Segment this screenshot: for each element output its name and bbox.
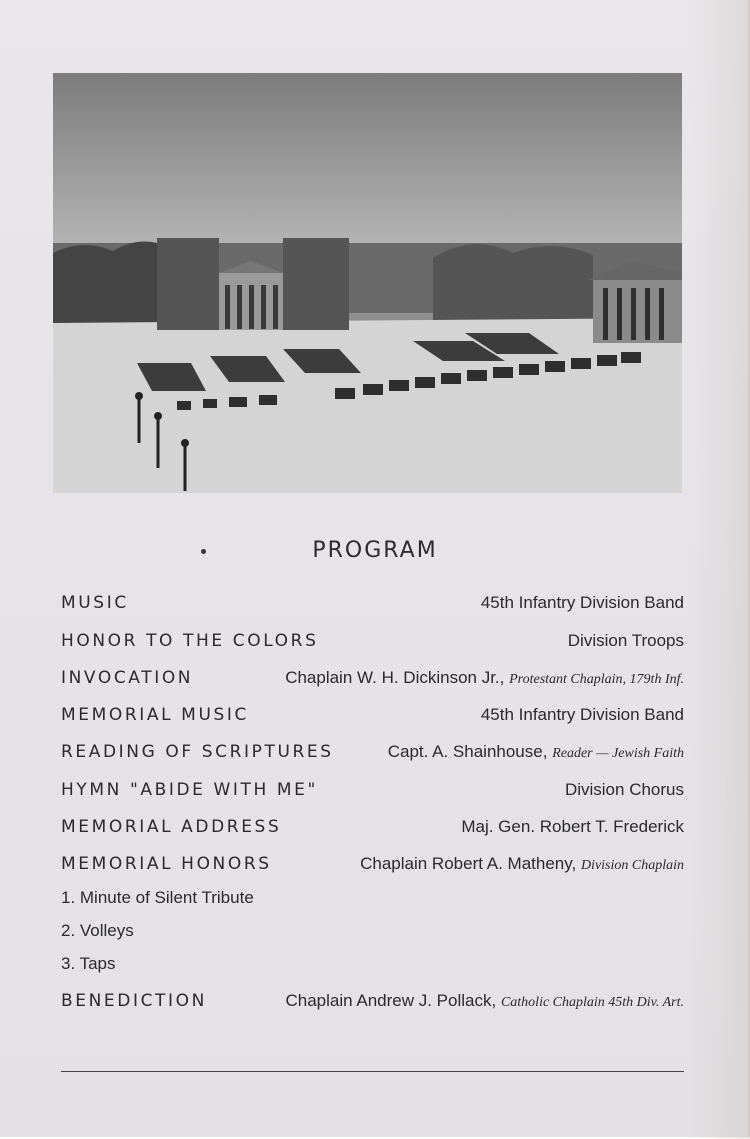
- item-label: MUSIC: [61, 593, 129, 613]
- item-performer: Chaplain W. H. Dickinson Jr., Protestant Chaplain, 179th Inf.: [285, 668, 684, 687]
- program-item: [61, 593, 684, 619]
- item-label: MEMORIAL MUSIC: [61, 705, 249, 725]
- torn-edge: [690, 0, 750, 1139]
- item-label: MEMORIAL ADDRESS: [61, 817, 282, 837]
- parade-photo: [53, 73, 682, 493]
- page-title: PROGRAM: [312, 538, 438, 563]
- signature-line: [61, 1071, 684, 1072]
- honors-item: 2. Volleys: [61, 921, 134, 940]
- item-performer: Maj. Gen. Robert T. Frederick: [461, 817, 684, 836]
- item-performer: Division Chorus: [564, 780, 684, 799]
- item-label: BENEDICTION: [61, 991, 207, 1011]
- item-label: HYMN "ABIDE WITH ME": [61, 780, 318, 800]
- item-performer: 45th Infantry Division Band: [480, 593, 684, 612]
- item-label: MEMORIAL HONORS: [61, 854, 272, 874]
- item-label: INVOCATION: [61, 668, 194, 688]
- item-label: READING OF SCRIPTURES: [61, 742, 334, 762]
- program-item: [61, 668, 684, 694]
- item-performer: Capt. A. Shainhouse, Reader — Jewish Faith: [387, 742, 684, 761]
- item-label: HONOR TO THE COLORS: [61, 631, 319, 651]
- ink-spot: [201, 549, 206, 554]
- item-performer: 45th Infantry Division Band: [480, 705, 684, 724]
- program-item: [61, 742, 684, 768]
- program-item: [61, 631, 684, 657]
- item-performer: Division Troops: [567, 631, 684, 650]
- program-item: [61, 705, 684, 731]
- program-item: [61, 991, 684, 1017]
- program-item: [61, 780, 684, 806]
- item-performer: Chaplain Andrew J. Pollack, Catholic Chaplain 45th Div. Art.: [285, 991, 684, 1010]
- program-item: [61, 817, 684, 843]
- honors-item: 3. Taps: [61, 954, 116, 973]
- program-item: [61, 854, 684, 880]
- honors-item: 1. Minute of Silent Tribute: [61, 888, 254, 907]
- item-performer: Chaplain Robert A. Matheny, Division Chaplain: [360, 854, 684, 873]
